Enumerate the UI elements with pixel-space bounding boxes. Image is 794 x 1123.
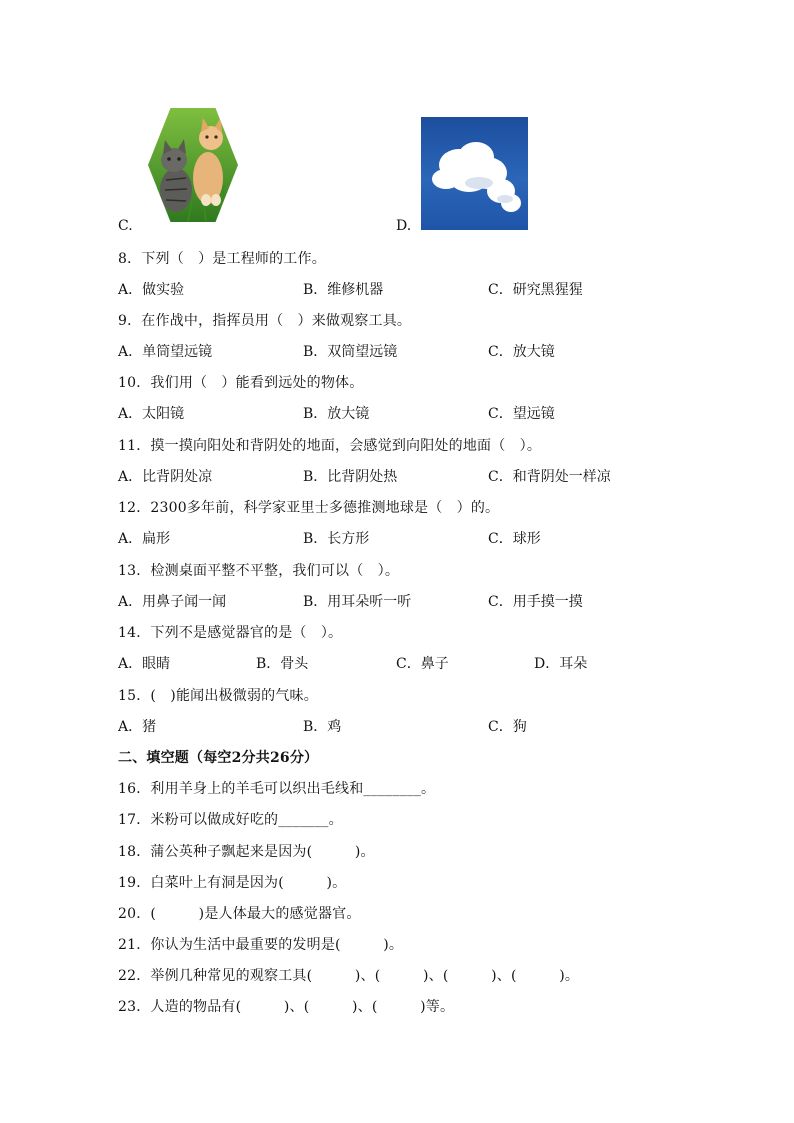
q15-option-a: A．猪 — [118, 719, 157, 735]
q13-option-c: C．用手摸一摸 — [488, 594, 583, 610]
question-22: 22．举例几种常见的观察工具( )、( )、( )、( )。 — [118, 968, 580, 984]
q8-option-c: C．研究黑猩猩 — [488, 282, 583, 298]
q13-option-a: A．用鼻子闻一闻 — [118, 594, 227, 610]
q15-option-c: C．狗 — [488, 719, 527, 735]
question-15: 15．( )能闻出极微弱的气味。 — [118, 688, 318, 704]
question-23: 23．人造的物品有( )、( )、( )等。 — [118, 999, 455, 1015]
q12-option-a: A．扁形 — [118, 531, 171, 547]
q11-option-a: A．比背阴处凉 — [118, 469, 213, 485]
question-19: 19．白菜叶上有洞是因为( )。 — [118, 875, 347, 891]
q8-option-a: A．做实验 — [118, 282, 185, 298]
cloud-icon — [421, 117, 528, 230]
question-16: 16．利用羊身上的羊毛可以织出毛线和________。 — [118, 781, 436, 797]
question-13: 13．检测桌面平整不平整，我们可以（ ）。 — [118, 563, 400, 579]
question-11: 11．摸一摸向阳处和背阴处的地面，会感觉到向阳处的地面（ ）。 — [118, 438, 542, 454]
kittens-icon — [148, 108, 238, 222]
q14-option-c: C．鼻子 — [396, 656, 449, 672]
section-2-title: 二、填空题（每空2分共26分） — [118, 750, 319, 766]
q9-option-b: B．双筒望远镜 — [303, 344, 398, 360]
option-d-label: D. — [396, 218, 412, 234]
q14-option-d: D．耳朵 — [534, 656, 588, 672]
cloud-image — [421, 117, 528, 230]
question-18: 18．蒲公英种子飘起来是因为( )。 — [118, 844, 375, 860]
question-10: 10．我们用（ ）能看到远处的物体。 — [118, 375, 364, 391]
q14-option-b: B．骨头 — [256, 656, 309, 672]
question-20: 20．( )是人体最大的感觉器官。 — [118, 906, 361, 922]
q13-option-b: B．用耳朵听一听 — [303, 594, 412, 610]
question-12: 12．2300多年前，科学家亚里士多德推测地球是（ ）的。 — [118, 500, 500, 516]
question-17: 17．米粉可以做成好吃的_______。 — [118, 812, 343, 828]
q8-option-b: B．维修机器 — [303, 282, 384, 298]
q14-option-a: A．眼睛 — [118, 656, 171, 672]
q11-option-b: B．比背阴处热 — [303, 469, 398, 485]
option-c-label: C. — [118, 218, 133, 234]
question-21: 21．你认为生活中最重要的发明是( )。 — [118, 937, 404, 953]
question-14: 14．下列不是感觉器官的是（ ）。 — [118, 625, 343, 641]
q11-option-c: C．和背阴处一样凉 — [488, 469, 611, 485]
q12-option-b: B．长方形 — [303, 531, 370, 547]
kittens-image — [148, 108, 238, 222]
question-8: 8．下列（ ）是工程师的工作。 — [118, 251, 326, 267]
question-9: 9．在作战中，指挥员用（ ）来做观察工具。 — [118, 313, 412, 329]
q9-option-a: A．单筒望远镜 — [118, 344, 213, 360]
q9-option-c: C．放大镜 — [488, 344, 555, 360]
q10-option-c: C．望远镜 — [488, 406, 555, 422]
q15-option-b: B．鸡 — [303, 719, 342, 735]
q10-option-a: A．太阳镜 — [118, 406, 185, 422]
q12-option-c: C．球形 — [488, 531, 541, 547]
q10-option-b: B．放大镜 — [303, 406, 370, 422]
